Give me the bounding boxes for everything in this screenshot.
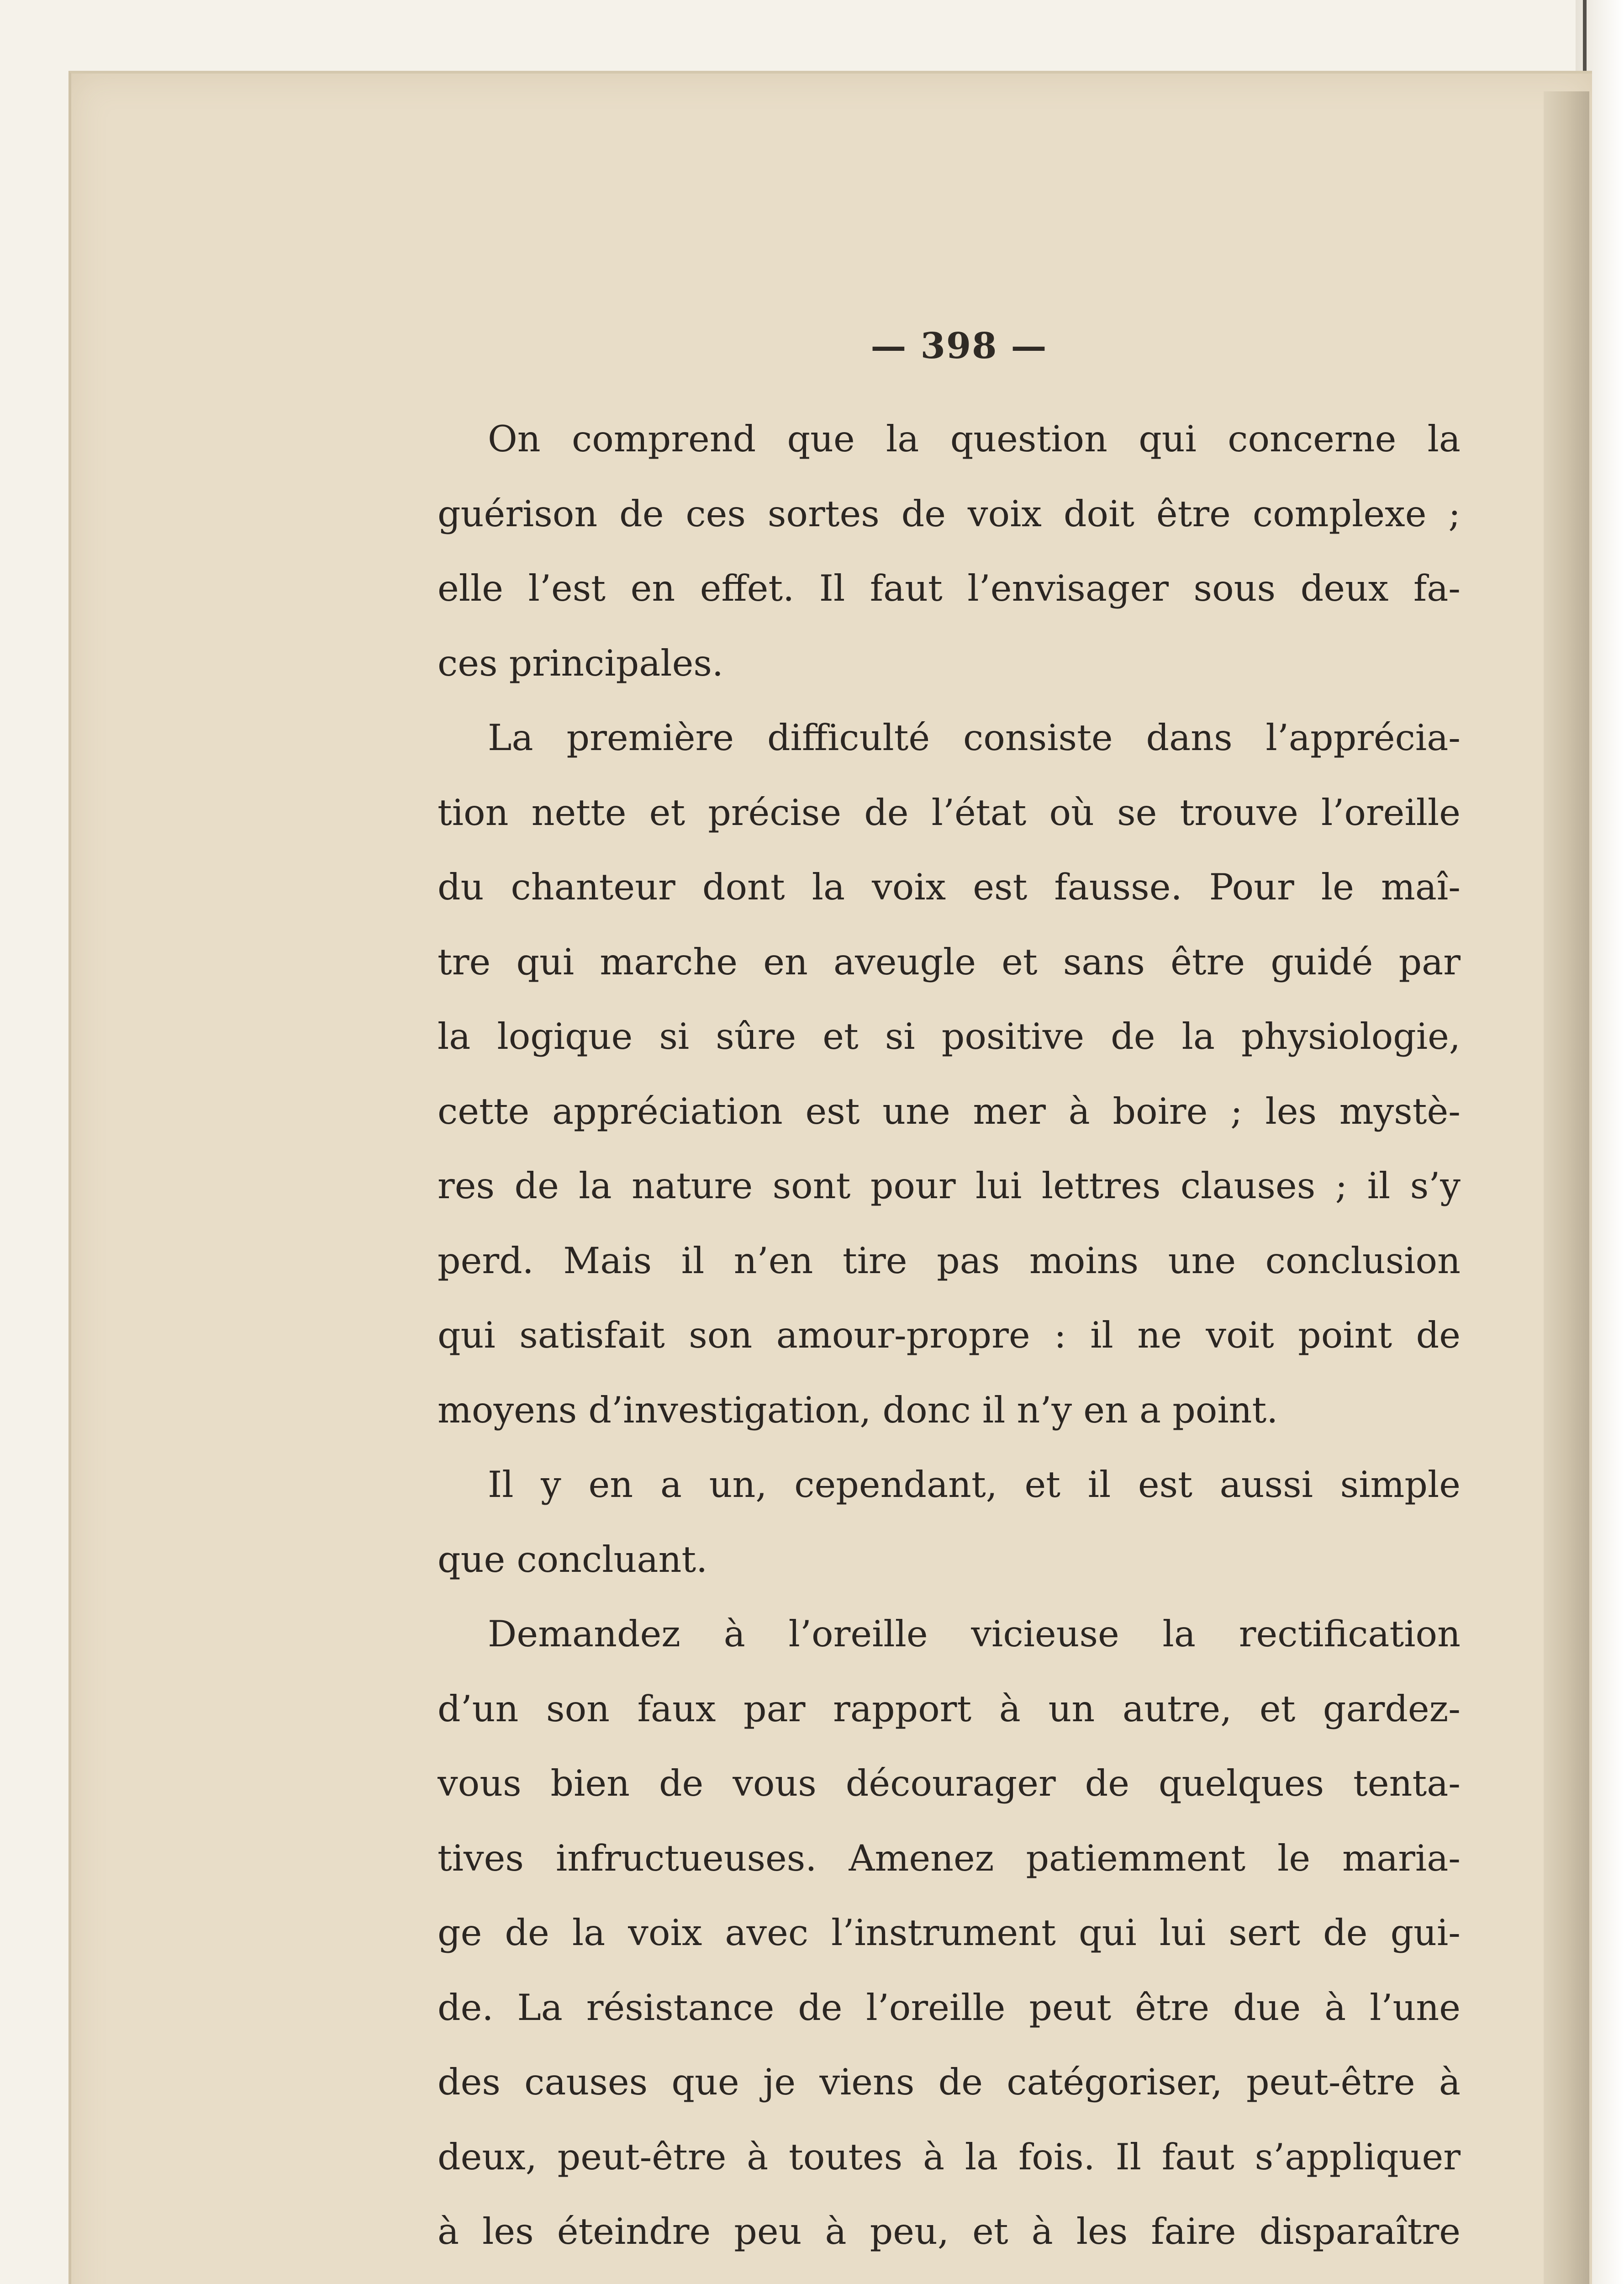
text-line: perd. Mais il n’en tire pas moins une conclusion bbox=[438, 1239, 1461, 1282]
text-line: deux, peut-être à toutes à la fois. Il faut s’appliquer bbox=[438, 2136, 1461, 2178]
text-line: qui satisfait son amour-propre : il ne voit point de bbox=[438, 1314, 1461, 1356]
text-line: cette appréciation est une mer à boire ; les mystè- bbox=[438, 1090, 1461, 1132]
text-line: des causes que je viens de catégoriser, peut-être à bbox=[438, 2061, 1461, 2103]
text-line: ge de la voix avec l’instrument qui lui sert de gui- bbox=[438, 1912, 1461, 1954]
text-line: Il y en a un, cependant, et il est aussi simple bbox=[488, 1464, 1461, 1506]
text-line: res de la nature sont pour lui lettres clauses ; il s’y bbox=[438, 1165, 1461, 1207]
text-line: tives infructueuses. Amenez patiemment le maria- bbox=[438, 1837, 1461, 1879]
body-text bbox=[438, 402, 1461, 2269]
text-line: du chanteur dont la voix est fausse. Pour le maî- bbox=[438, 866, 1461, 908]
page-number: — 398 — bbox=[870, 325, 1048, 367]
text-line: que concluant. bbox=[438, 1538, 708, 1581]
text-line: La première difficulté consiste dans l’apprécia- bbox=[488, 717, 1461, 759]
text-line: tre qui marche en aveugle et sans être guidé par bbox=[438, 941, 1461, 983]
text-line: tion nette et précise de l’état où se trouve l’oreille bbox=[438, 791, 1461, 834]
text-line: de. La résistance de l’oreille peut être due à l’une bbox=[438, 1986, 1461, 2029]
text-line: à les éteindre peu à peu, et à les faire disparaître bbox=[438, 2210, 1461, 2252]
text-line: la logique si sûre et si positive de la physiologie, bbox=[438, 1015, 1461, 1057]
text-line: On comprend que la question qui concerne la bbox=[488, 418, 1461, 460]
page-edge bbox=[1544, 91, 1589, 2284]
text-line: d’un son faux par rapport à un autre, et gardez- bbox=[438, 1687, 1461, 1730]
text-line: vous bien de vous décourager de quelques tenta- bbox=[438, 1762, 1461, 1804]
text-line: elle l’est en effet. Il faut l’envisager sous deux fa- bbox=[438, 567, 1461, 609]
text-line: Demandez à l’oreille vicieuse la rectification bbox=[488, 1613, 1461, 1655]
text-line: moyens d’investigation, donc il n’y en a point. bbox=[438, 1389, 1278, 1431]
text-line: guérison de ces sortes de voix doit être complexe ; bbox=[438, 492, 1461, 535]
text-line: ces principales. bbox=[438, 642, 723, 684]
